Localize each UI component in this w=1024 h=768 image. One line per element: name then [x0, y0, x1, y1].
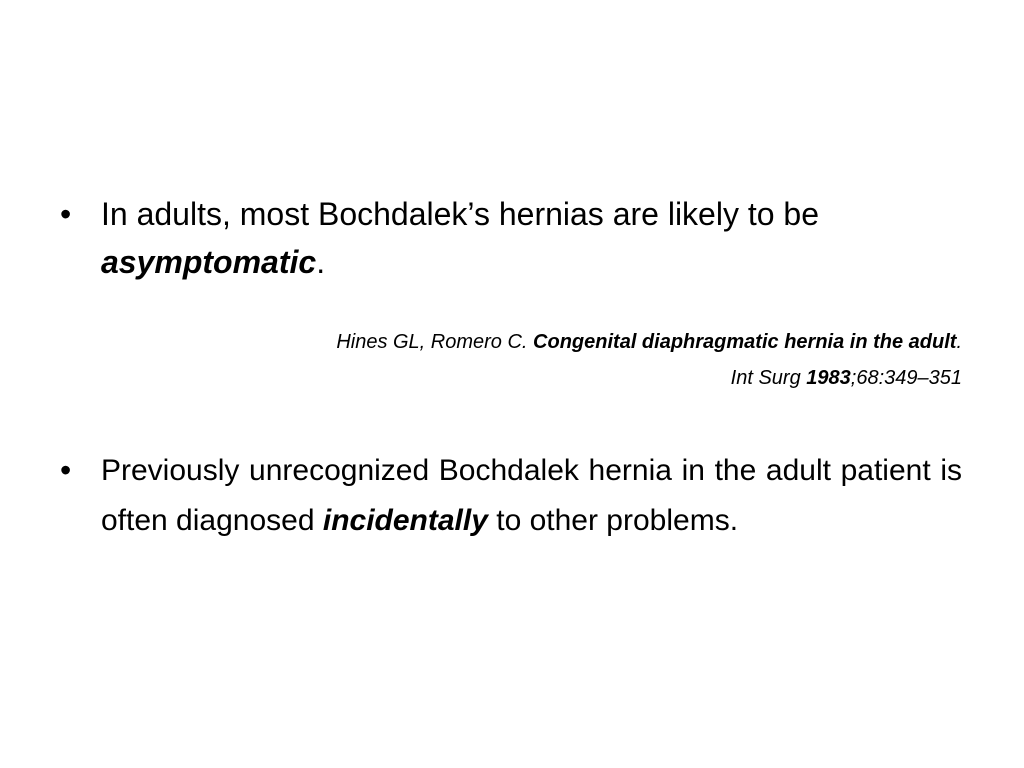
- bullet-incidental: [60, 446, 962, 546]
- bullet-emphasis: incidentally: [322, 504, 488, 537]
- citation-line-2: [142, 360, 962, 396]
- bullet-text-end: to other problems.: [487, 504, 739, 537]
- citation-title: Congenital diaphragmatic hernia in the adult: [533, 331, 957, 353]
- bullet-emphasis: asymptomatic: [101, 244, 317, 280]
- bullet-text: [101, 446, 962, 546]
- bullet-text-start: Previously unrecognized Bochdalek hernia in the adult patient is often diagnosed: [101, 454, 962, 537]
- citation-title-end: .: [956, 331, 962, 353]
- bullet-text: [101, 190, 962, 286]
- citation-journal: Int Surg: [730, 367, 807, 389]
- bullet-marker: •: [60, 196, 72, 232]
- citation: [142, 324, 962, 396]
- citation-line-1: [142, 324, 962, 360]
- bullet-text-end: .: [316, 244, 326, 280]
- bullet-marker: •: [60, 452, 72, 488]
- citation-year: 1983: [806, 367, 851, 389]
- bullet-text-start: In adults, most Bochdalek’s hernias are likely to be: [101, 196, 820, 232]
- citation-pages: ;68:349–351: [850, 367, 962, 389]
- citation-authors: Hines GL, Romero C.: [336, 331, 534, 353]
- bullet-asymptomatic: [60, 190, 962, 286]
